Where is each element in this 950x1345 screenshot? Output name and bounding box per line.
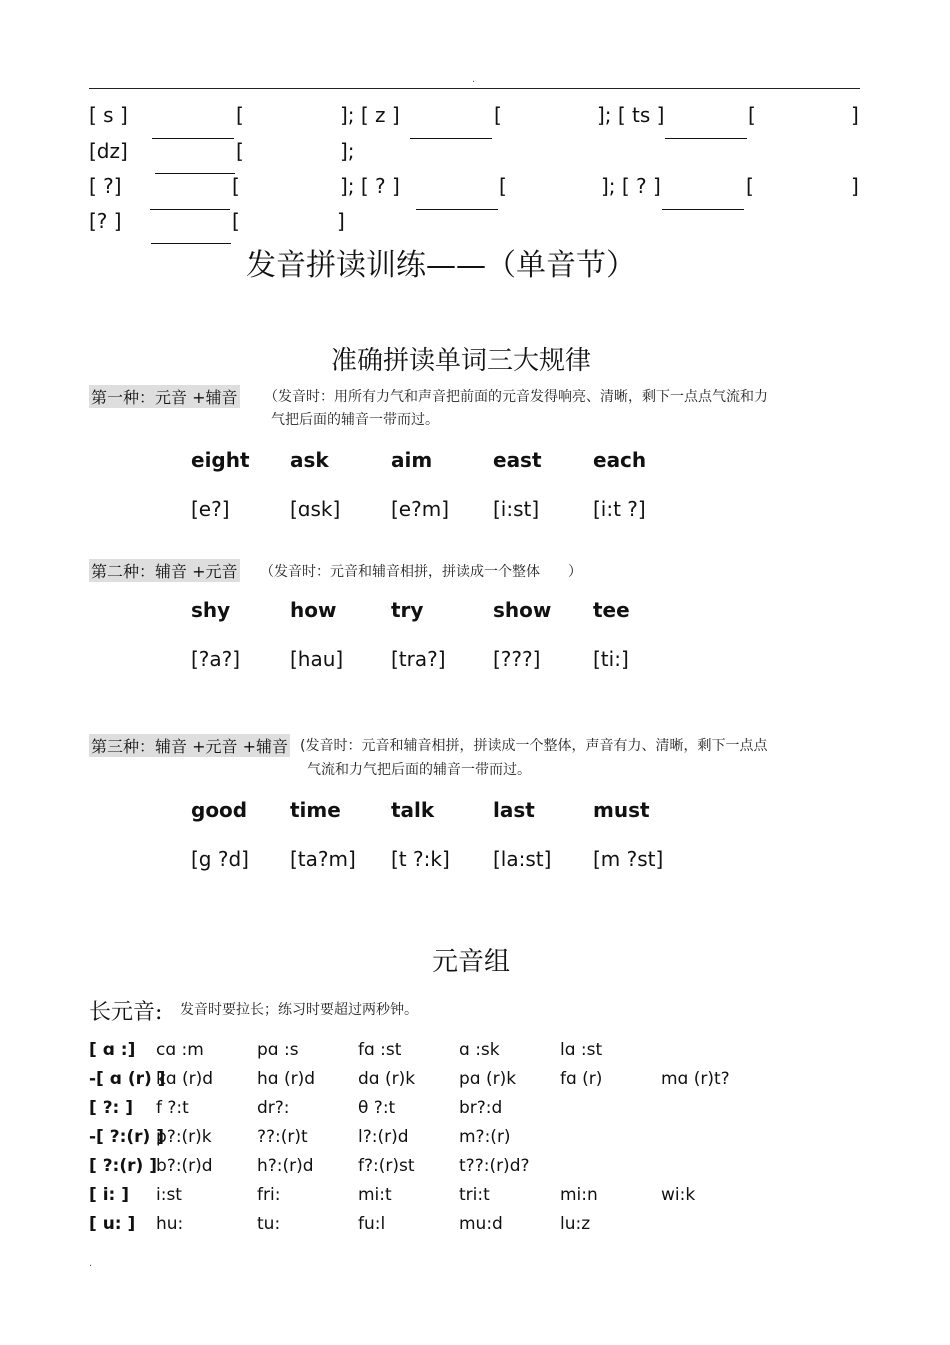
vowel-example: cɑ :m	[156, 1040, 204, 1060]
page-title: 发音拼读训练——（单音节）	[246, 248, 636, 283]
header-rule	[89, 88, 860, 89]
vowel-example: m?:(r)	[459, 1127, 511, 1147]
rule-note: （发音时：用所有力气和声音把前面的元音发得响亮、清晰，剩下一点点气流和力	[264, 389, 768, 405]
vowel-symbol: -[ ɑ (r) ]	[89, 1069, 166, 1089]
ipa-transcription: [ɑsk]	[290, 497, 341, 521]
ipa-transcription: [tra?]	[391, 647, 446, 671]
ipa-transcription: [i:t ?]	[593, 497, 646, 521]
phonetic-label: [ s ]	[89, 103, 128, 127]
vowel-group-heading: 元音组	[432, 947, 511, 977]
vowel-example: fɑ :st	[358, 1040, 402, 1060]
answer-blank	[665, 124, 747, 143]
vowel-example: lu:z	[560, 1214, 591, 1234]
vowel-example: b?:(r)d	[156, 1156, 213, 1176]
example-word: tee	[593, 598, 630, 622]
vowel-symbol: [ ?:(r) ]	[89, 1156, 157, 1176]
ipa-transcription: [la:st]	[493, 847, 552, 871]
ipa-transcription: [m ?st]	[593, 847, 664, 871]
vowel-example: tri:t	[459, 1185, 490, 1205]
bracket-open: [	[748, 103, 756, 127]
long-vowel-label: 长元音:	[89, 1000, 163, 1025]
vowel-symbol: [ i: ]	[89, 1185, 130, 1205]
vowel-example: l?:(r)d	[358, 1127, 409, 1147]
example-word: must	[593, 798, 650, 822]
answer-blank	[416, 195, 498, 214]
ipa-transcription: [hau]	[290, 647, 344, 671]
bracket-open: [	[236, 103, 244, 127]
answer-blank	[410, 124, 492, 143]
vowel-example: hu:	[156, 1214, 184, 1234]
ipa-transcription: [ti:]	[593, 647, 629, 671]
phonetic-label: ]; [ ? ]	[601, 174, 661, 198]
ipa-transcription: [?a?]	[191, 647, 241, 671]
phonetic-label: ]; [ ts ]	[597, 103, 665, 127]
example-word: good	[191, 798, 248, 822]
ipa-transcription: [e?]	[191, 497, 230, 521]
answer-blank	[155, 159, 235, 178]
vowel-example: θ ?:t	[358, 1098, 396, 1118]
vowel-example: p?:(r)k	[156, 1127, 212, 1147]
example-word: east	[493, 448, 542, 472]
vowel-example: lɑ :st	[560, 1040, 603, 1060]
example-word: eight	[191, 448, 250, 472]
bracket-open: [	[494, 103, 502, 127]
ipa-transcription: [t ?:k]	[391, 847, 450, 871]
example-word: each	[593, 448, 647, 472]
answer-blank	[662, 195, 744, 214]
vowel-example: mi:n	[560, 1185, 598, 1205]
bracket-open: [	[232, 209, 240, 233]
vowel-example: t??:(r)d?	[459, 1156, 530, 1176]
bracket-close: ]	[851, 103, 859, 127]
vowel-example: br?:d	[459, 1098, 503, 1118]
bracket-close: ]	[337, 209, 345, 233]
vowel-example: hɑ (r)d	[257, 1069, 316, 1089]
vowel-example: f?:(r)st	[358, 1156, 415, 1176]
answer-blank	[152, 124, 234, 143]
long-vowel-note: 发音时要拉长；练习时要超过两秒钟。	[180, 1002, 418, 1018]
example-word: last	[493, 798, 535, 822]
top-dot: .	[472, 74, 476, 85]
example-word: show	[493, 598, 552, 622]
vowel-example: kɑ (r)d	[156, 1069, 214, 1089]
vowel-example: mu:d	[459, 1214, 503, 1234]
phonetic-label: ]; [ ? ]	[340, 174, 400, 198]
rule-note: 气流和力气把后面的辅音一带而过。	[307, 762, 531, 778]
vowel-symbol: [ u: ]	[89, 1214, 136, 1234]
vowel-symbol: [ ?: ]	[89, 1098, 134, 1118]
phonetic-label: [ ?]	[89, 174, 122, 198]
answer-blank	[150, 195, 230, 214]
rule-note: （发音时：元音和辅音相拼，拼读成一个整体 ）	[260, 564, 582, 580]
vowel-symbol: [ ɑ :]	[89, 1040, 136, 1060]
vowel-example: ??:(r)t	[257, 1127, 308, 1147]
ipa-transcription: [ta?m]	[290, 847, 356, 871]
rule-label: 第三种：辅音 +元音 +辅音	[89, 734, 290, 757]
example-word: how	[290, 598, 337, 622]
vowel-example: dɑ (r)k	[358, 1069, 416, 1089]
phonetic-label: [dz]	[89, 139, 128, 163]
example-word: talk	[391, 798, 435, 822]
example-word: aim	[391, 448, 433, 472]
section-subtitle: 准确拼读单词三大规律	[331, 346, 592, 376]
vowel-example: mɑ (r)t?	[661, 1069, 730, 1089]
rule-label: 第二种：辅音 +元音	[89, 559, 240, 582]
vowel-example: tu:	[257, 1214, 281, 1234]
vowel-example: wi:k	[661, 1185, 696, 1205]
phonetic-label: ]; [ z ]	[340, 103, 400, 127]
bracket-open: [	[499, 174, 507, 198]
example-word: shy	[191, 598, 231, 622]
vowel-example: fri:	[257, 1185, 281, 1205]
vowel-example: mi:t	[358, 1185, 392, 1205]
bracket-open: [	[236, 139, 244, 163]
vowel-example: f ?:t	[156, 1098, 189, 1118]
vowel-example: h?:(r)d	[257, 1156, 314, 1176]
vowel-symbol: -[ ?:(r) ]	[89, 1127, 165, 1147]
example-word: try	[391, 598, 424, 622]
phonetic-label: [? ]	[89, 209, 122, 233]
rule-note: (发音时：元音和辅音相拼，拼读成一个整体，声音有力、清晰，剩下一点点	[300, 738, 768, 754]
vowel-example: pɑ :s	[257, 1040, 299, 1060]
vowel-example: ɑ :sk	[459, 1040, 500, 1060]
vowel-example: fu:l	[358, 1214, 386, 1234]
bracket-open: [	[746, 174, 754, 198]
bracket-open: [	[232, 174, 240, 198]
ipa-transcription: [i:st]	[493, 497, 540, 521]
ipa-transcription: [e?m]	[391, 497, 450, 521]
vowel-example: fɑ (r)	[560, 1069, 603, 1089]
bracket-close: ]	[851, 174, 859, 198]
example-word: time	[290, 798, 341, 822]
rule-note: 气把后面的辅音一带而过。	[271, 412, 439, 428]
vowel-example: i:st	[156, 1185, 182, 1205]
vowel-example: dr?:	[257, 1098, 290, 1118]
phonetic-label: ];	[340, 139, 355, 163]
phonetic-row-1	[89, 103, 128, 127]
example-word: ask	[290, 448, 329, 472]
bottom-dot: .	[89, 1258, 93, 1269]
ipa-transcription: [???]	[493, 647, 541, 671]
vowel-example: pɑ (r)k	[459, 1069, 517, 1089]
answer-blank	[151, 229, 231, 248]
rule-label: 第一种：元音 +辅音	[89, 385, 240, 408]
ipa-transcription: [g ?d]	[191, 847, 249, 871]
